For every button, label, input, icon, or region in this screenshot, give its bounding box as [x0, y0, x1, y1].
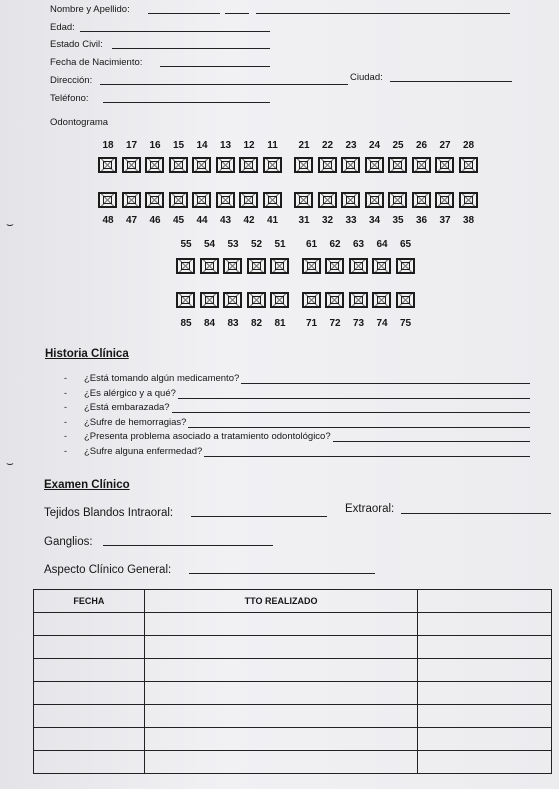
tooth-number-46: 46	[149, 215, 161, 226]
question-answer-line[interactable]	[204, 456, 530, 457]
tooth-number-26: 26	[415, 140, 428, 151]
tooth-box-22[interactable]	[318, 157, 337, 173]
tooth-box-53[interactable]	[223, 258, 242, 274]
binder-mark: ⌣	[6, 456, 14, 470]
tooth-box-16[interactable]	[145, 157, 164, 173]
question-bullet: -	[64, 373, 67, 383]
tooth-box-28[interactable]	[459, 157, 478, 173]
ganglios-line[interactable]	[103, 545, 273, 546]
estado-civil-label: Estado Civil:	[50, 39, 103, 50]
fecha-nacimiento-line[interactable]	[160, 66, 270, 67]
estado-civil-line[interactable]	[112, 48, 270, 49]
tooth-box-51[interactable]	[270, 258, 289, 274]
tooth-box-64[interactable]	[372, 258, 391, 274]
question-bullet: -	[64, 416, 67, 427]
tooth-box-52[interactable]	[247, 258, 266, 274]
tooth-number-74: 74	[376, 318, 388, 329]
tooth-number-53: 53	[227, 239, 239, 250]
table-row	[34, 728, 552, 751]
extra-cell[interactable]	[418, 682, 552, 705]
tooth-number-17: 17	[125, 140, 138, 151]
extra-cell[interactable]	[418, 728, 552, 751]
tooth-box-85[interactable]	[176, 292, 195, 308]
tooth-number-32: 32	[321, 215, 334, 226]
tto-cell[interactable]	[144, 613, 417, 636]
tooth-number-64: 64	[376, 239, 388, 250]
extra-cell[interactable]	[418, 705, 552, 728]
table-row	[34, 682, 552, 705]
tooth-box-38[interactable]	[459, 192, 478, 208]
tooth-number-83: 83	[227, 318, 239, 329]
tooth-number-51: 51	[274, 239, 286, 250]
tooth-box-55[interactable]	[176, 258, 195, 274]
tooth-number-52: 52	[250, 239, 263, 250]
tooth-box-15[interactable]	[169, 157, 188, 173]
table-header-row	[34, 590, 552, 613]
tooth-number-45: 45	[172, 215, 185, 226]
tooth-number-11: 11	[267, 140, 278, 151]
tooth-box-12[interactable]	[239, 157, 258, 173]
tejidos-line[interactable]	[191, 516, 327, 517]
nombre-line-2[interactable]	[225, 13, 249, 14]
tooth-number-41: 41	[266, 215, 279, 226]
tooth-number-36: 36	[415, 215, 428, 226]
edad-label: Edad:	[50, 22, 75, 33]
extraoral-line[interactable]	[401, 513, 551, 514]
tooth-box-48[interactable]	[98, 192, 117, 208]
ganglios-label: Ganglios:	[44, 536, 93, 548]
tooth-box-71[interactable]	[302, 292, 321, 308]
question-label: ¿Presenta problema asociado a tratamiento odontológico?	[84, 431, 331, 442]
binder-mark: ⌣	[6, 217, 14, 231]
tooth-number-42: 42	[243, 215, 255, 226]
extraoral-label: Extraoral:	[345, 503, 395, 515]
fecha-cell[interactable]	[34, 705, 145, 728]
tooth-number-33: 33	[345, 215, 357, 226]
tooth-box-21[interactable]	[294, 157, 313, 173]
question-label: ¿Sufre alguna enfermedad?	[84, 445, 203, 457]
tooth-box-83[interactable]	[223, 292, 242, 308]
tooth-box-32[interactable]	[318, 192, 337, 208]
tooth-box-11[interactable]	[263, 157, 282, 173]
tooth-box-18[interactable]	[98, 157, 117, 173]
tooth-box-27[interactable]	[435, 157, 454, 173]
extra-cell[interactable]	[418, 751, 552, 774]
aspecto-line[interactable]	[189, 573, 375, 574]
ciudad-line[interactable]	[390, 81, 512, 82]
question-label: ¿Sufre de hemorragias?	[84, 416, 187, 428]
tooth-box-54[interactable]	[200, 258, 219, 274]
question-bullet: -	[64, 387, 67, 398]
fecha-header: FECHA	[34, 590, 145, 613]
tooth-number-37: 37	[439, 215, 451, 226]
fecha-cell[interactable]	[34, 659, 145, 682]
tooth-number-73: 73	[352, 318, 365, 329]
question-answer-line[interactable]	[333, 441, 530, 442]
tooth-box-63[interactable]	[349, 258, 368, 274]
tooth-box-17[interactable]	[122, 157, 141, 173]
tooth-number-84: 84	[203, 318, 216, 329]
tooth-box-61[interactable]	[302, 258, 321, 274]
aspecto-label: Aspecto Clínico General:	[44, 564, 172, 576]
tooth-number-27: 27	[439, 140, 451, 151]
tooth-number-82: 82	[250, 318, 263, 329]
tooth-number-54: 54	[203, 239, 216, 250]
tooth-box-45[interactable]	[169, 192, 188, 208]
apellido-line[interactable]	[256, 13, 510, 14]
question-answer-line[interactable]	[172, 412, 530, 413]
tooth-number-55: 55	[180, 239, 192, 250]
examen-clinico-title: Examen Clínico	[44, 479, 130, 491]
tratamiento-table	[33, 589, 552, 774]
fecha-cell[interactable]	[34, 682, 145, 705]
tooth-box-43[interactable]	[216, 192, 235, 208]
tooth-number-43: 43	[219, 215, 232, 226]
ciudad-label: Ciudad:	[350, 72, 383, 83]
tooth-box-81[interactable]	[270, 292, 289, 308]
tto-header: TTO REALIZADO	[144, 590, 417, 613]
fecha-cell[interactable]	[34, 613, 145, 636]
tooth-number-16: 16	[149, 140, 161, 151]
tooth-box-31[interactable]	[294, 192, 313, 208]
tooth-box-41[interactable]	[263, 192, 282, 208]
extra-cell[interactable]	[418, 636, 552, 659]
tooth-number-35: 35	[392, 215, 404, 226]
tooth-number-12: 12	[243, 140, 255, 151]
tooth-box-24[interactable]	[365, 157, 384, 173]
question-bullet: -	[64, 402, 67, 412]
tooth-number-61: 61	[305, 239, 318, 250]
nombre-label: Nombre y Apellido:	[50, 4, 130, 15]
tto-cell[interactable]	[144, 751, 417, 774]
nombre-line-1[interactable]	[148, 13, 220, 14]
tooth-box-26[interactable]	[412, 157, 431, 173]
tooth-number-15: 15	[172, 140, 185, 151]
question-label: ¿Es alérgico y a qué?	[84, 387, 176, 399]
tooth-number-38: 38	[462, 215, 475, 226]
tooth-box-84[interactable]	[200, 292, 219, 308]
telefono-line[interactable]	[103, 102, 270, 103]
fecha-cell[interactable]	[34, 728, 145, 751]
tooth-number-25: 25	[392, 140, 404, 151]
odontograma-title: Odontograma	[50, 117, 109, 128]
tooth-number-24: 24	[368, 140, 381, 151]
edad-line[interactable]	[80, 31, 270, 32]
question-bullet: -	[64, 431, 67, 441]
tooth-number-81: 81	[274, 318, 286, 329]
tto-cell[interactable]	[144, 705, 417, 728]
tooth-box-65[interactable]	[396, 258, 415, 274]
question-answer-line[interactable]	[188, 427, 530, 428]
tooth-number-48: 48	[102, 215, 114, 226]
table-row	[34, 613, 552, 636]
tooth-box-37[interactable]	[435, 192, 454, 208]
tooth-number-34: 34	[368, 215, 381, 226]
tooth-number-62: 62	[329, 239, 341, 250]
tooth-box-82[interactable]	[247, 292, 266, 308]
tooth-box-42[interactable]	[239, 192, 258, 208]
direccion-label: Dirección:	[50, 75, 93, 86]
tooth-number-75: 75	[399, 318, 412, 329]
direccion-line[interactable]	[100, 84, 348, 85]
tooth-box-34[interactable]	[365, 192, 384, 208]
table-row	[34, 659, 552, 682]
tooth-box-36[interactable]	[412, 192, 431, 208]
tooth-number-21: 21	[298, 140, 310, 151]
telefono-label: Teléfono:	[50, 93, 89, 104]
table-row	[34, 636, 552, 659]
tooth-number-13: 13	[219, 140, 232, 151]
tooth-number-31: 31	[298, 215, 310, 226]
tooth-box-46[interactable]	[145, 192, 164, 208]
question-answer-line[interactable]	[241, 383, 530, 384]
tto-cell[interactable]	[144, 636, 417, 659]
tooth-box-25[interactable]	[388, 157, 407, 173]
tooth-number-47: 47	[125, 215, 138, 226]
tto-cell[interactable]	[144, 682, 417, 705]
tooth-box-47[interactable]	[122, 192, 141, 208]
tooth-box-33[interactable]	[341, 192, 360, 208]
tooth-box-72[interactable]	[325, 292, 344, 308]
table-row	[34, 751, 552, 774]
tooth-number-72: 72	[329, 318, 341, 329]
tooth-box-75[interactable]	[396, 292, 415, 308]
tooth-number-14: 14	[196, 140, 208, 151]
fecha-cell[interactable]	[34, 636, 145, 659]
extra-header	[418, 590, 552, 613]
tooth-box-44[interactable]	[192, 192, 211, 208]
tooth-box-14[interactable]	[192, 157, 211, 173]
tooth-box-74[interactable]	[372, 292, 391, 308]
tooth-box-23[interactable]	[341, 157, 360, 173]
tooth-number-28: 28	[462, 140, 475, 151]
extra-cell[interactable]	[418, 659, 552, 682]
tooth-number-18: 18	[102, 140, 114, 151]
tto-cell[interactable]	[144, 659, 417, 682]
question-label: ¿Está tomando algún medicamento?	[84, 373, 240, 384]
tooth-box-73[interactable]	[349, 292, 368, 308]
tto-cell[interactable]	[144, 728, 417, 751]
table-row	[34, 705, 552, 728]
tooth-number-22: 22	[321, 140, 334, 151]
tooth-box-35[interactable]	[388, 192, 407, 208]
tooth-number-85: 85	[180, 318, 192, 329]
tooth-box-62[interactable]	[325, 258, 344, 274]
fecha-nacimiento-label: Fecha de Nacimiento:	[50, 57, 143, 68]
extra-cell[interactable]	[418, 613, 552, 636]
tooth-number-65: 65	[399, 239, 412, 250]
tooth-number-63: 63	[352, 239, 365, 250]
tooth-box-13[interactable]	[216, 157, 235, 173]
question-label: ¿Está embarazada?	[84, 402, 170, 413]
historia-clinica-title: Historia Clínica	[45, 348, 129, 360]
question-answer-line[interactable]	[178, 398, 530, 399]
question-bullet: -	[64, 445, 67, 456]
fecha-cell[interactable]	[34, 751, 145, 774]
tejidos-label: Tejidos Blandos Intraoral:	[44, 507, 174, 519]
tooth-number-71: 71	[305, 318, 318, 329]
tooth-number-23: 23	[345, 140, 357, 151]
tooth-number-44: 44	[196, 215, 208, 226]
